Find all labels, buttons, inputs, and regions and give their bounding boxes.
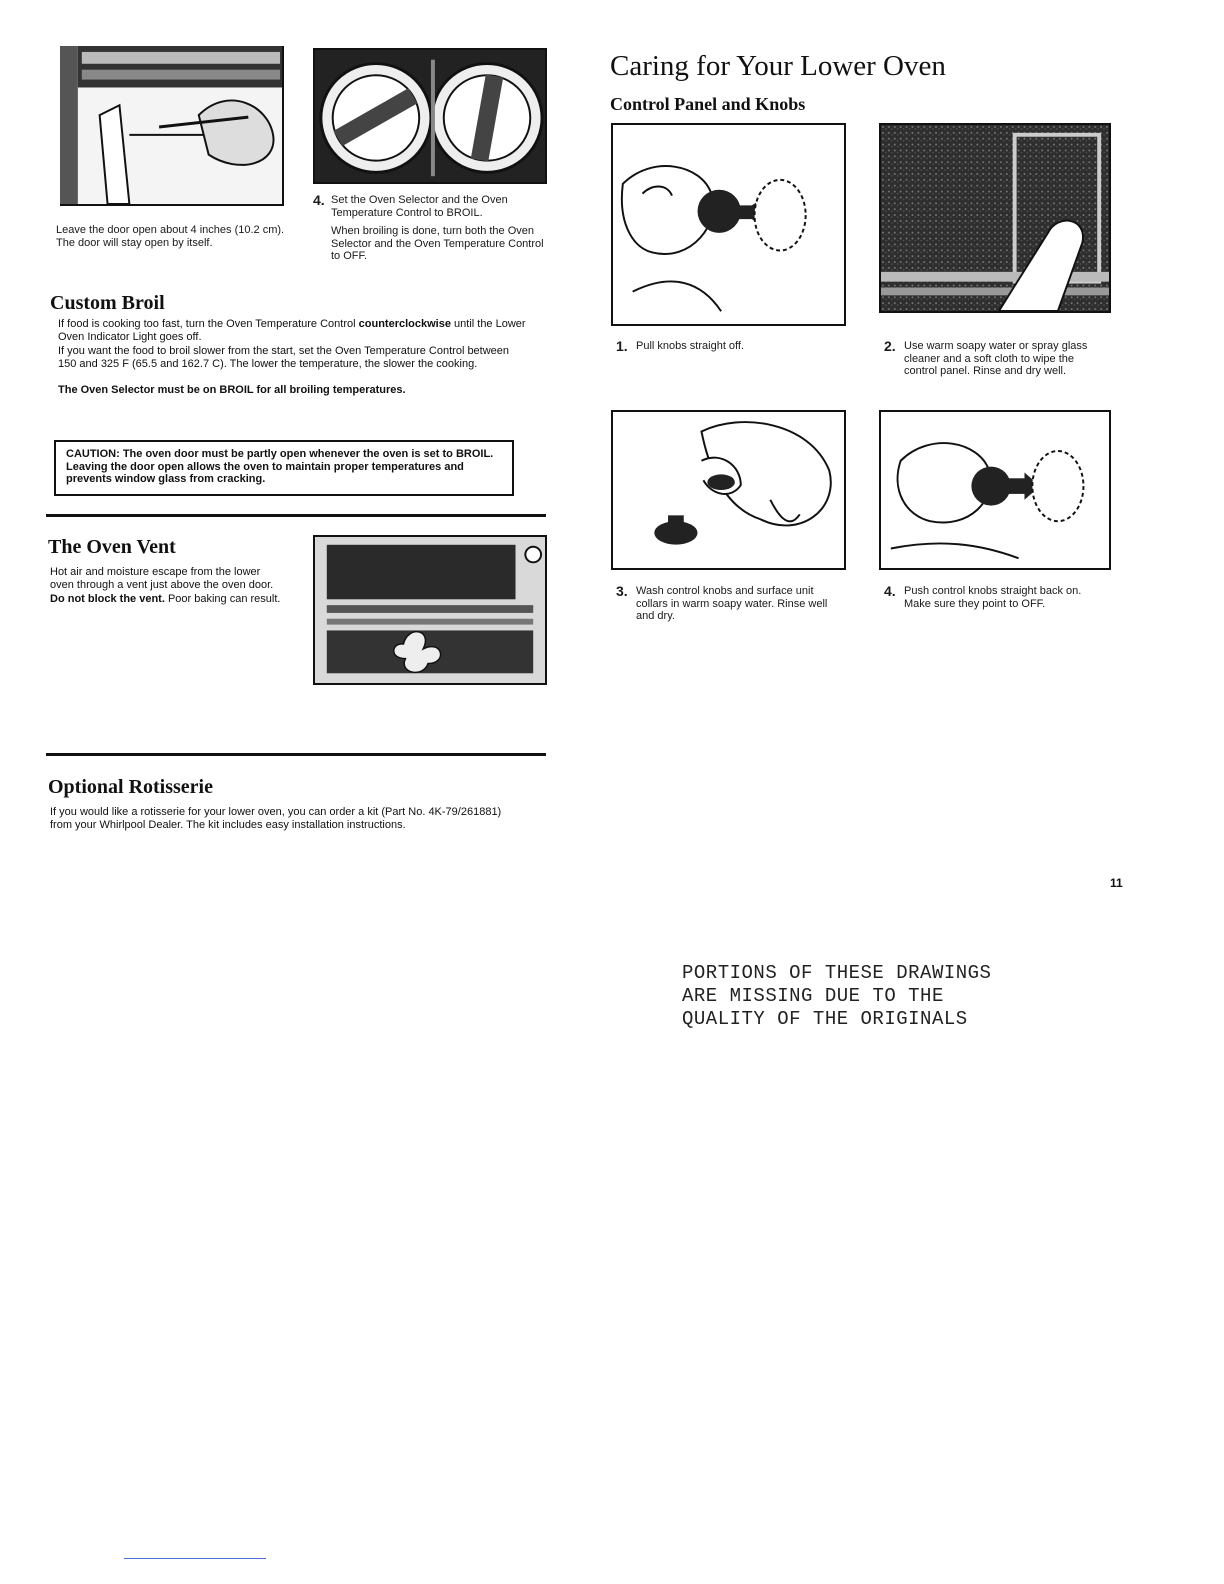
page-title: Caring for Your Lower Oven <box>610 50 946 82</box>
step4-line1: Set the Oven Selector and the Oven Temperature Control to BROIL. <box>331 194 508 219</box>
section-subtitle: Control Panel and Knobs <box>610 94 806 114</box>
custom-broil-para2: If you want the food to broil slower from the start, set the Oven Temperature Control between 150 and 325 F (65.5 and 162.7 C). The lower the temperature, the slower the cooking. <box>58 345 510 370</box>
right-step-1 <box>616 340 846 353</box>
right-step-1-number: 1. <box>616 338 628 354</box>
bottom-blue-line <box>124 1558 266 1559</box>
notice-line-1: PORTIONS OF THESE DRAWINGS <box>682 962 992 984</box>
page-number: 11 <box>1110 876 1123 890</box>
oven-vent-photo <box>313 535 547 685</box>
section-divider-2 <box>46 753 546 756</box>
oven-vent-text <box>50 566 286 606</box>
custom-broil-para1: If food is cooking too fast, turn the Oven Temperature Control counterclockwise until the Lower Oven Indicator Light goes off. <box>58 318 526 343</box>
notice-line-3: QUALITY OF THE ORIGINALS <box>682 1008 968 1030</box>
oven-door-open-photo <box>60 46 284 206</box>
oven-selector-knobs-photo <box>313 48 547 184</box>
step4-line2: When broiling is done, turn both the Oven Selector and the Oven Temperature Control to OFF. <box>331 225 544 262</box>
wipe-panel-photo <box>879 123 1111 313</box>
step4-caption <box>313 194 545 263</box>
rotisserie-heading: Optional Rotisserie <box>48 776 213 798</box>
step3-caption: Leave the door open about 4 inches (10.2 cm). The door will stay open by itself. <box>56 224 285 249</box>
section-divider-1 <box>46 514 546 517</box>
custom-broil-heading: Custom Broil <box>50 292 165 314</box>
right-step-4 <box>884 585 1106 610</box>
right-step-1-text: Pull knobs straight off. <box>636 340 745 352</box>
custom-broil-para3: The Oven Selector must be on BROIL for all broiling temperatures. <box>58 384 406 396</box>
right-step-3-text: Wash control knobs and surface unit collars in warm soapy water. Rinse well and dry. <box>636 585 828 622</box>
wash-knobs-photo <box>611 410 846 570</box>
right-step-2-text: Use warm soapy water or spray glass cleaner and a soft cloth to wipe the control panel. Rinse and dry well. <box>904 340 1088 377</box>
oven-vent-heading: The Oven Vent <box>48 536 176 558</box>
caution-box <box>54 440 514 496</box>
missing-portions-notice <box>682 962 991 1031</box>
right-step-2-number: 2. <box>884 338 896 354</box>
custom-broil-text <box>58 318 528 397</box>
oven-vent-para1: Hot air and moisture escape from the lower oven through a vent just above the oven door. <box>50 566 274 591</box>
rotisserie-text: If you would like a rotisserie for your lower oven, you can order a kit (Part No. 4K-79/261881) from your Whirlpool Dealer. The kit includes easy installation instructions. <box>50 806 502 831</box>
oven-vent-para2: Do not block the vent. Poor baking can result. <box>50 593 281 605</box>
pull-knob-photo <box>611 123 846 326</box>
right-step-4-text: Push control knobs straight back on. Make sure they point to OFF. <box>904 585 1082 610</box>
right-step-3-number: 3. <box>616 583 628 599</box>
push-knob-photo <box>879 410 1111 570</box>
right-step-3 <box>616 585 846 623</box>
caution-text: CAUTION: The oven door must be partly open whenever the oven is set to BROIL. Leaving the door open allows the oven to maintain proper temperatures and prevents window glass from cracking. <box>66 448 494 485</box>
notice-line-2: ARE MISSING DUE TO THE <box>682 985 944 1007</box>
right-step-2 <box>884 340 1106 378</box>
right-step-4-number: 4. <box>884 583 896 599</box>
step4-number: 4. <box>313 192 325 208</box>
